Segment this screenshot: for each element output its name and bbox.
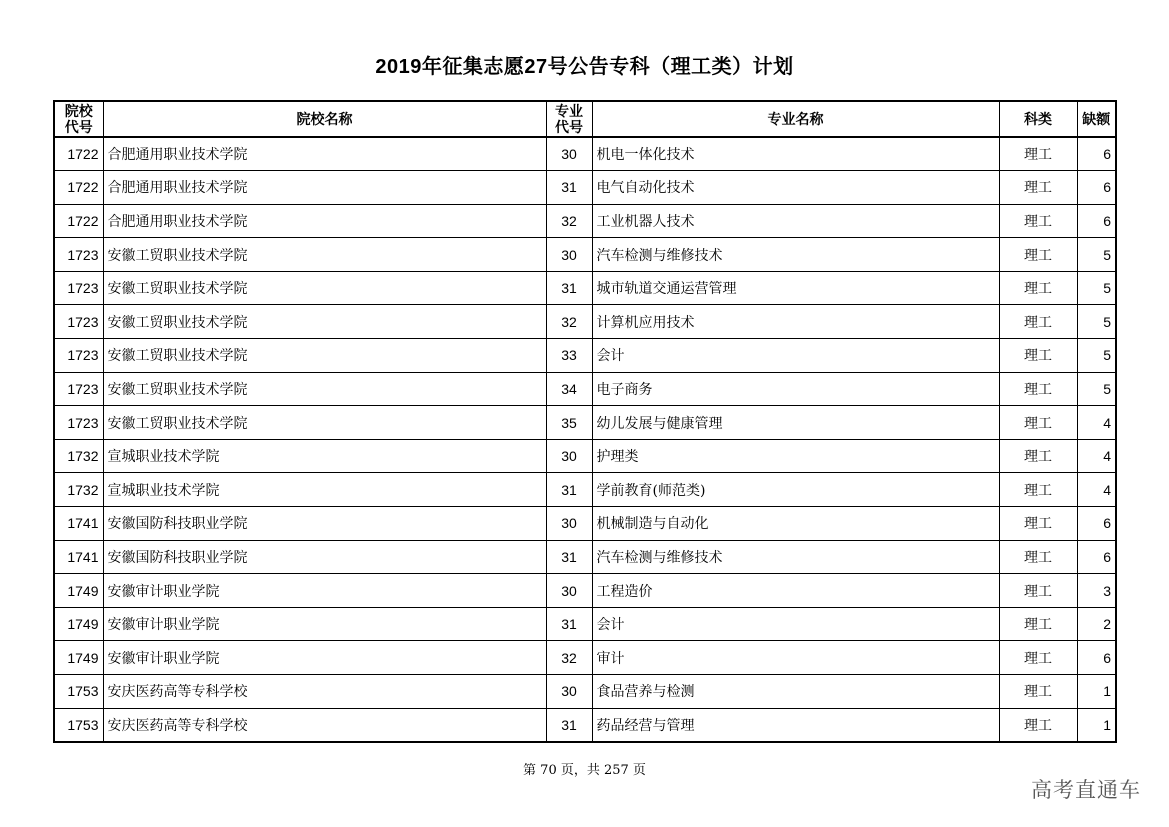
header-school-name: 院校名称 <box>103 101 546 137</box>
category-cell: 理工 <box>999 171 1077 205</box>
school-code-cell: 1723 <box>54 271 103 305</box>
table-body <box>54 137 1116 742</box>
major-name-cell: 会计 <box>592 607 999 641</box>
category-cell: 理工 <box>999 372 1077 406</box>
major-name-cell: 会计 <box>592 339 999 373</box>
school-name-cell: 合肥通用职业技术学院 <box>103 171 546 205</box>
major-code-cell: 33 <box>546 339 592 373</box>
major-name-cell: 城市轨道交通运营管理 <box>592 271 999 305</box>
school-name-cell: 安徽工贸职业技术学院 <box>103 305 546 339</box>
major-name-cell: 工业机器人技术 <box>592 204 999 238</box>
quota-cell: 4 <box>1077 473 1116 507</box>
school-name-cell: 安徽审计职业学院 <box>103 641 546 675</box>
school-name-cell: 安徽工贸职业技术学院 <box>103 271 546 305</box>
table-row <box>54 406 1116 440</box>
table-row <box>54 607 1116 641</box>
category-cell: 理工 <box>999 137 1077 171</box>
major-name-cell: 幼儿发展与健康管理 <box>592 406 999 440</box>
table-row <box>54 372 1116 406</box>
quota-cell: 2 <box>1077 607 1116 641</box>
plan-table <box>53 100 1117 743</box>
category-cell: 理工 <box>999 271 1077 305</box>
school-code-cell: 1722 <box>54 137 103 171</box>
category-cell: 理工 <box>999 540 1077 574</box>
school-code-cell: 1722 <box>54 204 103 238</box>
quota-cell: 6 <box>1077 137 1116 171</box>
quota-cell: 5 <box>1077 271 1116 305</box>
school-code-cell: 1723 <box>54 406 103 440</box>
table-row <box>54 238 1116 272</box>
school-code-cell: 1732 <box>54 439 103 473</box>
major-name-cell: 机械制造与自动化 <box>592 507 999 541</box>
category-cell: 理工 <box>999 574 1077 608</box>
school-code-cell: 1749 <box>54 641 103 675</box>
school-name-cell: 宣城职业技术学院 <box>103 473 546 507</box>
major-name-cell: 汽车检测与维修技术 <box>592 540 999 574</box>
school-name-cell: 安徽国防科技职业学院 <box>103 507 546 541</box>
major-name-cell: 工程造价 <box>592 574 999 608</box>
major-code-cell: 30 <box>546 675 592 709</box>
major-code-cell: 32 <box>546 305 592 339</box>
table-row <box>54 305 1116 339</box>
major-name-cell: 计算机应用技术 <box>592 305 999 339</box>
major-name-cell: 药品经营与管理 <box>592 708 999 742</box>
quota-cell: 4 <box>1077 406 1116 440</box>
table-row <box>54 137 1116 171</box>
school-name-cell: 安徽工贸职业技术学院 <box>103 406 546 440</box>
category-cell: 理工 <box>999 641 1077 675</box>
quota-cell: 5 <box>1077 339 1116 373</box>
table-row <box>54 507 1116 541</box>
quota-cell: 3 <box>1077 574 1116 608</box>
table-row <box>54 439 1116 473</box>
major-name-cell: 审计 <box>592 641 999 675</box>
major-name-cell: 护理类 <box>592 439 999 473</box>
school-name-cell: 安庆医药高等专科学校 <box>103 708 546 742</box>
quota-cell: 6 <box>1077 540 1116 574</box>
school-name-cell: 安徽审计职业学院 <box>103 574 546 608</box>
table-row <box>54 675 1116 709</box>
header-major-name: 专业名称 <box>592 101 999 137</box>
category-cell: 理工 <box>999 238 1077 272</box>
table-row <box>54 574 1116 608</box>
school-code-cell: 1741 <box>54 507 103 541</box>
table-header-row <box>54 101 1116 137</box>
watermark-logo: 高考直通车 <box>1031 778 1141 802</box>
quota-cell: 1 <box>1077 675 1116 709</box>
quota-cell: 6 <box>1077 171 1116 205</box>
school-code-cell: 1722 <box>54 171 103 205</box>
table-row <box>54 540 1116 574</box>
category-cell: 理工 <box>999 507 1077 541</box>
category-cell: 理工 <box>999 339 1077 373</box>
table-row <box>54 171 1116 205</box>
major-name-cell: 机电一体化技术 <box>592 137 999 171</box>
table-row <box>54 641 1116 675</box>
school-code-cell: 1749 <box>54 574 103 608</box>
header-quota: 缺额 <box>1077 101 1116 137</box>
category-cell: 理工 <box>999 675 1077 709</box>
school-code-cell: 1723 <box>54 372 103 406</box>
major-code-cell: 31 <box>546 607 592 641</box>
school-name-cell: 合肥通用职业技术学院 <box>103 137 546 171</box>
major-code-cell: 31 <box>546 473 592 507</box>
table-row <box>54 204 1116 238</box>
page-number-footer: 第 70 页，共 257 页 <box>523 763 646 778</box>
major-name-cell: 电子商务 <box>592 372 999 406</box>
school-name-cell: 合肥通用职业技术学院 <box>103 204 546 238</box>
major-code-cell: 31 <box>546 708 592 742</box>
school-name-cell: 安徽审计职业学院 <box>103 607 546 641</box>
header-school-code: 院校 代号 <box>54 101 103 137</box>
major-code-cell: 30 <box>546 507 592 541</box>
school-code-cell: 1732 <box>54 473 103 507</box>
major-code-cell: 30 <box>546 439 592 473</box>
quota-cell: 6 <box>1077 507 1116 541</box>
header-major-code: 专业 代号 <box>546 101 592 137</box>
school-name-cell: 安庆医药高等专科学校 <box>103 675 546 709</box>
category-cell: 理工 <box>999 708 1077 742</box>
major-code-cell: 35 <box>546 406 592 440</box>
quota-cell: 5 <box>1077 238 1116 272</box>
table-row <box>54 271 1116 305</box>
school-code-cell: 1749 <box>54 607 103 641</box>
major-code-cell: 32 <box>546 641 592 675</box>
major-name-cell: 学前教育(师范类) <box>592 473 999 507</box>
major-name-cell: 电气自动化技术 <box>592 171 999 205</box>
category-cell: 理工 <box>999 607 1077 641</box>
school-code-cell: 1741 <box>54 540 103 574</box>
school-code-cell: 1753 <box>54 708 103 742</box>
category-cell: 理工 <box>999 406 1077 440</box>
table-row <box>54 339 1116 373</box>
major-code-cell: 30 <box>546 574 592 608</box>
major-code-cell: 31 <box>546 171 592 205</box>
school-name-cell: 安徽国防科技职业学院 <box>103 540 546 574</box>
school-code-cell: 1723 <box>54 238 103 272</box>
category-cell: 理工 <box>999 305 1077 339</box>
quota-cell: 6 <box>1077 204 1116 238</box>
table-row <box>54 708 1116 742</box>
quota-cell: 4 <box>1077 439 1116 473</box>
major-code-cell: 31 <box>546 540 592 574</box>
major-code-cell: 32 <box>546 204 592 238</box>
header-category: 科类 <box>999 101 1077 137</box>
quota-cell: 6 <box>1077 641 1116 675</box>
school-name-cell: 安徽工贸职业技术学院 <box>103 372 546 406</box>
category-cell: 理工 <box>999 473 1077 507</box>
quota-cell: 5 <box>1077 305 1116 339</box>
major-code-cell: 30 <box>546 238 592 272</box>
school-code-cell: 1753 <box>54 675 103 709</box>
category-cell: 理工 <box>999 204 1077 238</box>
major-code-cell: 31 <box>546 271 592 305</box>
major-name-cell: 汽车检测与维修技术 <box>592 238 999 272</box>
quota-cell: 1 <box>1077 708 1116 742</box>
major-name-cell: 食品营养与检测 <box>592 675 999 709</box>
school-name-cell: 安徽工贸职业技术学院 <box>103 238 546 272</box>
category-cell: 理工 <box>999 439 1077 473</box>
quota-cell: 5 <box>1077 372 1116 406</box>
major-code-cell: 34 <box>546 372 592 406</box>
school-name-cell: 宣城职业技术学院 <box>103 439 546 473</box>
school-code-cell: 1723 <box>54 339 103 373</box>
school-code-cell: 1723 <box>54 305 103 339</box>
table-row <box>54 473 1116 507</box>
major-code-cell: 30 <box>546 137 592 171</box>
school-name-cell: 安徽工贸职业技术学院 <box>103 339 546 373</box>
page-title: 2019年征集志愿27号公告专科（理工类）计划 <box>375 56 794 78</box>
